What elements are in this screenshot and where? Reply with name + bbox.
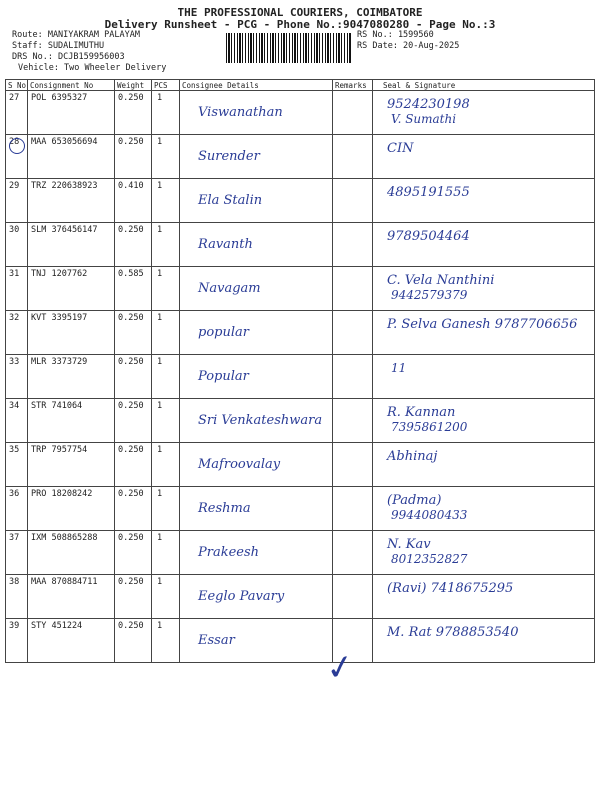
sno-cell: 36 [6, 487, 28, 531]
consignee-cell [180, 355, 333, 399]
meta-left [12, 30, 166, 74]
consignment-no-cell: SLM 376456147 [28, 223, 115, 267]
col-header: Consignee Details [180, 80, 333, 91]
col-header: PCS [152, 80, 180, 91]
consignee-handwriting: Sri Venkateshwara [198, 413, 323, 428]
remarks-cell [333, 355, 373, 399]
signature-cell [373, 531, 595, 575]
weight-cell: 0.250 [115, 531, 152, 575]
consignee-cell [180, 311, 333, 355]
vehicle-text: Vehicle: Two Wheeler Delivery [18, 63, 167, 73]
table-row [6, 399, 595, 443]
consignee-handwriting: Eeglo Pavary [198, 589, 285, 604]
signature-cell [373, 135, 595, 179]
table-row [6, 487, 595, 531]
col-header: Consignment No [28, 80, 115, 91]
pcs-cell: 1 [152, 355, 180, 399]
consignee-handwriting: Ravanth [198, 237, 253, 252]
pcs-cell: 1 [152, 223, 180, 267]
remarks-cell [333, 267, 373, 311]
sno-cell: 33 [6, 355, 28, 399]
table-row [6, 267, 595, 311]
consignee-cell [180, 487, 333, 531]
signature-line-1: R. Kannan [387, 405, 456, 420]
remarks-cell [333, 179, 373, 223]
remarks-cell [333, 223, 373, 267]
consignee-cell [180, 575, 333, 619]
consignment-no-cell: POL 6395327 [28, 91, 115, 135]
runsheet-title: Delivery Runsheet - PCG - Phone No.:9047080280 - Page No.:3 [104, 18, 496, 31]
sno-cell: 30 [6, 223, 28, 267]
weight-cell: 0.250 [115, 487, 152, 531]
consignment-no-cell: MAA 653056694 [28, 135, 115, 179]
consignment-no-cell: TNJ 1207762 [28, 267, 115, 311]
consignee-cell [180, 135, 333, 179]
weight-cell: 0.250 [115, 91, 152, 135]
col-header: Weight [115, 80, 152, 91]
table-row [6, 575, 595, 619]
consignment-no-cell: MLR 3373729 [28, 355, 115, 399]
sno-cell: 37 [6, 531, 28, 575]
sno-cell: 38 [6, 575, 28, 619]
table-row [6, 223, 595, 267]
runsheet-table [5, 79, 595, 663]
signature-line-2: 11 [391, 361, 407, 375]
weight-cell: 0.250 [115, 135, 152, 179]
remarks-cell [333, 531, 373, 575]
signature-line-1: P. Selva Ganesh 9787706656 [387, 317, 578, 332]
signature-line-2: 9944080433 [391, 508, 468, 522]
sno-cell: 27 [6, 91, 28, 135]
consignee-handwriting: Surender [198, 149, 260, 164]
consignment-no-cell: TRZ 220638923 [28, 179, 115, 223]
remarks-cell [333, 311, 373, 355]
consignee-cell [180, 91, 333, 135]
consignee-handwriting: Mafroovalay [198, 457, 281, 472]
signature-line-1: 9524230198 [387, 97, 470, 112]
pcs-cell: 1 [152, 487, 180, 531]
weight-cell: 0.410 [115, 179, 152, 223]
signature-cell [373, 267, 595, 311]
drs-text: DRS No.: DCJB15995600З [12, 52, 125, 62]
consignment-no-cell: KVT 3395197 [28, 311, 115, 355]
signature-line-1: 9789504464 [387, 229, 470, 244]
signature-line-2: 7395861200 [391, 420, 468, 434]
signature-cell [373, 399, 595, 443]
consignment-no-cell: TRP 7957754 [28, 443, 115, 487]
consignee-handwriting: popular [198, 325, 249, 340]
weight-cell: 0.250 [115, 443, 152, 487]
pcs-cell: 1 [152, 179, 180, 223]
pcs-cell: 1 [152, 443, 180, 487]
col-header: Seal & Signature [373, 80, 595, 91]
tick-mark: ✓ [322, 645, 358, 691]
pcs-cell: 1 [152, 267, 180, 311]
consignee-handwriting: Popular [198, 369, 249, 384]
weight-cell: 0.250 [115, 311, 152, 355]
signature-line-1: CIN [387, 141, 414, 156]
pcs-cell: 1 [152, 135, 180, 179]
weight-cell: 0.250 [115, 575, 152, 619]
pcs-cell: 1 [152, 531, 180, 575]
remarks-cell [333, 399, 373, 443]
signature-cell [373, 575, 595, 619]
pcs-cell: 1 [152, 399, 180, 443]
remarks-cell [333, 575, 373, 619]
consignee-cell [180, 223, 333, 267]
signature-line-1: 4895191555 [387, 185, 470, 200]
pcs-cell: 1 [152, 619, 180, 663]
pcs-cell: 1 [152, 91, 180, 135]
consignee-cell [180, 399, 333, 443]
meta-right [357, 30, 459, 52]
table-row [6, 619, 595, 663]
sno-cell: 35 [6, 443, 28, 487]
sno-cell: 32 [6, 311, 28, 355]
signature-line-2: 9442579379 [391, 288, 468, 302]
sno-cell: 31 [6, 267, 28, 311]
col-header: Remarks [333, 80, 373, 91]
weight-cell: 0.250 [115, 399, 152, 443]
signature-line-1: M. Rat 9788853540 [387, 625, 519, 640]
signature-line-2: V. Sumathi [391, 112, 457, 126]
remarks-cell [333, 443, 373, 487]
consignee-cell [180, 619, 333, 663]
signature-cell [373, 487, 595, 531]
company-name: THE PROFESSIONAL COURIERS, COIMBATORE [177, 6, 423, 19]
remarks-cell [333, 91, 373, 135]
sno-cell: 39 [6, 619, 28, 663]
consignment-no-cell: STY 451224 [28, 619, 115, 663]
signature-cell [373, 223, 595, 267]
consignee-cell [180, 443, 333, 487]
consignee-handwriting: Essar [198, 633, 235, 648]
signature-line-1: Abhinaj [387, 449, 438, 464]
remarks-cell [333, 487, 373, 531]
signature-cell [373, 311, 595, 355]
signature-cell [373, 355, 595, 399]
consignment-no-cell: IXM 508865288 [28, 531, 115, 575]
barcode [226, 33, 352, 63]
consignment-no-cell: MAA 870884711 [28, 575, 115, 619]
sno-cell: 29 [6, 179, 28, 223]
consignee-handwriting: Prakeesh [198, 545, 260, 560]
pcs-cell: 1 [152, 575, 180, 619]
rs-date-text: RS Date: 20-Aug-2025 [357, 41, 460, 51]
consignee-handwriting: Navagam [198, 281, 261, 296]
table-row [6, 531, 595, 575]
rs-no-text: RS No.: 1599560 [357, 30, 434, 40]
signature-line-1: (Ravi) 7418675295 [387, 581, 514, 596]
pcs-cell: 1 [152, 311, 180, 355]
signature-line-1: C. Vela Nanthini [387, 273, 495, 288]
table-row [6, 443, 595, 487]
consignee-handwriting: Viswanathan [198, 105, 283, 120]
weight-cell: 0.585 [115, 267, 152, 311]
consignment-no-cell: STR 741064 [28, 399, 115, 443]
signature-line-1: (Padma) [387, 493, 442, 508]
weight-cell: 0.250 [115, 355, 152, 399]
table-row [6, 135, 595, 179]
col-header: S No [6, 80, 28, 91]
circle-mark [9, 138, 25, 154]
signature-cell [373, 443, 595, 487]
consignee-cell [180, 531, 333, 575]
table-row [6, 355, 595, 399]
route-text: Route: MANIYAKRAM PALAYAM [12, 30, 140, 40]
signature-line-2: 8012352827 [391, 552, 468, 566]
consignee-handwriting: Ela Stalin [198, 193, 263, 208]
table-header-row [6, 80, 595, 91]
staff-text: Staff: SUDALIMUTHU [12, 41, 105, 51]
signature-cell [373, 179, 595, 223]
signature-cell [373, 619, 595, 663]
signature-cell [373, 91, 595, 135]
sno-cell: 28 [6, 135, 28, 179]
sno-cell: 34 [6, 399, 28, 443]
consignee-cell [180, 179, 333, 223]
table-row [6, 91, 595, 135]
consignment-no-cell: PRO 18208242 [28, 487, 115, 531]
table-row [6, 311, 595, 355]
table-row [6, 179, 595, 223]
weight-cell: 0.250 [115, 223, 152, 267]
remarks-cell [333, 135, 373, 179]
consignee-handwriting: Reshma [198, 501, 251, 516]
signature-line-1: N. Kav [387, 537, 431, 552]
consignee-cell [180, 267, 333, 311]
weight-cell: 0.250 [115, 619, 152, 663]
